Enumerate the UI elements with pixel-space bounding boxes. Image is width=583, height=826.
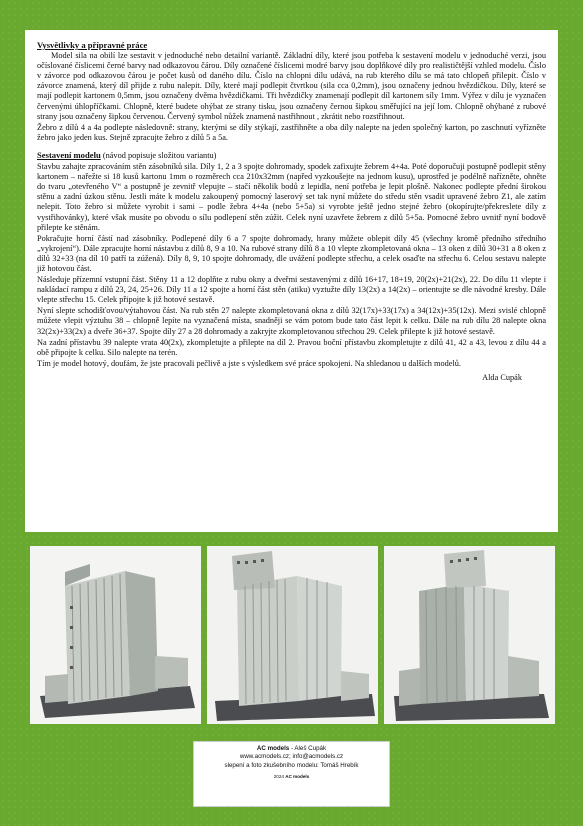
assembly-title-note: (návod popisuje složitou variantu) — [102, 150, 217, 160]
footer-copyright-brand: AC models — [285, 774, 310, 780]
footer-brand: AC models — [256, 745, 290, 752]
explanations-text: Model sila na obilí lze sestavit v jednoduché nebo detailní variantě. Základní díly, které jsou potřeba k sestavení modelu v jednoduché verzi, jsou očíslované číslicemi černé barvy nad odkazovou čárou. Díly označené číslicemi modré barvy jsou doplňkové díly pro realističtější vzhled modelu. Číslo v závorce pod odkazovou čárou je počet kusů od daného dílu. Číslo na chlopni dílu udává, na rub kterého dílu se má tato chlopeň přilepit. Číslo v závorce znamená, který díl přijde z rubu nalepit. Díly, které mají podlepit čtvrtkou (sila cca 0,2mm), jsou označeny jednou hvězdičkou. Díly, které se mají podlepit kartonem 0,5mm, jsou označeny dvěma hvězdičkami. Tři hvězdičky znamenají podlepit díl kartonem síly 1mm. Výřez v dílu je vyznačen červenými úhlopříčkami. Chlopně, které budete ohýbat ze strany tisku, jsou označeny černou šipkou směřující na její lom. Chlopně ohýbané z rubové strany jsou označeny šipkou červenou. Červený symbol nůžek znamená nastřihnout , zkrátit nebo rozstřihnout. — [37, 51, 546, 121]
assembly-step-1: Stavbu zahajte zpracováním stěn zásobníků sila. Díly 1, 2 a 3 spojte dohromady, spodek zafixujte žebrem 4+4a. Poté doporučuji postupně podlepit stěny kartonem – nařežte si 18 kusů kartonu 1mm o rozměrech cca 210x32mm (napřed vyzkoušejte na jednom kusu), uprostřed je podélně nařízněte, ohněte do tvaru „otevřeného V“ a postupně je zevnitř vlepujte – stačí několik bodů z lepidla, není potřeba je lepit plošně. Nakonec podlepte přední širokou stěnu a zadní úzkou stěnu. Jestli máte k modelu zakoupený pomocný laserový set tak nyní můžete do středu stěn vsadit upravené žebro Z1, ale zatím nelepit. Toto žebro si můžete vyrobit i sami – podle žebra 4+4a (nebo 5+5a) si vyrobte ještě jedno stejné žebro (okopírujte/překreslete díly z vystřihovánky), které však musíte po obvodu o sílu podlepení stěn zúžit. Celek nyní uzavřete žebrem z dílů 5+5a. Pomocné žebro uvnitř nyní bodově přilepte ke stěnám. — [37, 162, 546, 232]
section-title-explanations: Vysvětlivky a přípravné práce — [37, 40, 148, 50]
footer-web-email: www.acmodels.cz; info@acmodels.cz — [239, 753, 344, 761]
footer-year: 2024 — [273, 774, 286, 780]
publisher-footer — [193, 741, 390, 807]
author-signature: Alda Cupák — [482, 372, 522, 382]
model-photos — [30, 546, 555, 724]
section-title-assembly: Sestavení modelu — [37, 149, 101, 160]
silo-model-image-2 — [207, 546, 378, 724]
assembly-step-5: Na zadní přístavbu 39 nalepte vrata 40(2x), zkompletujte a přilepte na díl 2. Pravou boční přístavbu zkompletujte z dílů 41, 42 a 43, levou z dílu 44 a obě připojte k celku. Silo nalepte na terén. — [37, 337, 546, 357]
footer-credits: slepení a foto zkušebního modelu: Tomáš Hrebík — [224, 761, 359, 769]
silo-model-image-1 — [30, 546, 201, 724]
rib-text: Žebro z dílů 4 a 4a podlepte následovně: strany, kterými se díly stýkají, zastřihněte a oba díly nalepte na jeden společný karton, po zaschnutí vyřízněte žebro jako jeden kus. Stejně zpracujte žebro z dílů 5 a 5a. — [37, 122, 546, 142]
footer-author: - Aleš Cupák — [289, 745, 327, 752]
photo-front — [207, 546, 378, 724]
footer-copyright — [194, 773, 389, 781]
assembly-step-3: Následuje přízemní vstupní část. Stěny 11 a 12 doplňte z rubu okny a dveřmi sestavenými z dílů 16+17, 18+19, 20(2x)+21(2x), 22. Do dílu 11 vlepte i nakládací rampu z dílů 23, 24, 25+26. Díly 11 a 12 spojte a horní část stěn (atiku) vyztužte díly 13(2x) a 14(2x) – orientujte se dle návodné kresby. Dále vlepte střechu 15. Celek připojte k již hotové sestavě. — [37, 275, 546, 305]
footer-company-line — [194, 745, 389, 753]
silo-model-image-3 — [384, 546, 555, 724]
assembly-step-4: Nyní slepte schodišťovou/výtahovou část. Na rub stěn 27 nalepte zkompletovaná okna z dílů 32(17x)+33(17x) a 34(12x)+35(12x). Mezi svislé chlopně můžete vlepit výztuhu 38 – chlopně lepíte na vyznačená místa, snadněji se vám potom bude tato část lepit k celku. Dále na rub dílu 28 nalepte okna 32(2x)+33(2x) a dveře 36+37. Spojte díly 27 a 28 dohromady a zakryjte zkompletovanou střechou 29. Celek přilepte k již hotové sestavě. — [37, 306, 546, 336]
section-assembly — [37, 150, 546, 383]
section-explanations — [37, 40, 546, 143]
photo-right — [384, 546, 555, 724]
instructions-sheet — [25, 30, 558, 532]
closing-text: Tím je model hotový, doufám, že jste pracovali pečlivě a jste s výsledkem své práce spokojeni. Na shledanou u dalších modelů. — [37, 358, 461, 368]
photo-front-left — [30, 546, 201, 724]
assembly-step-2: Pokračujte horní částí nad zásobníky. Podlepené díly 6 a 7 spojte dohromady, hrany můžete oblepit díly 45 (všechny kromě předního středního „vykrojení“). Dále zpracujte horní nástavbu z dílů 8, 9 a 10. Na rubové strany dílů 8 a 10 vlepte zkompletovaná okna – 13 oken z dílů 30+31 a 8 oken z dílů 32+33 (na díl 10 patří ta zúžená). Díly 8, 9, 10 spojte dohromady, dle uvážení podlepte střechu, a celek osaďte na střechu 6. Celou sestavu nalepte již hotovou část. — [37, 233, 546, 273]
